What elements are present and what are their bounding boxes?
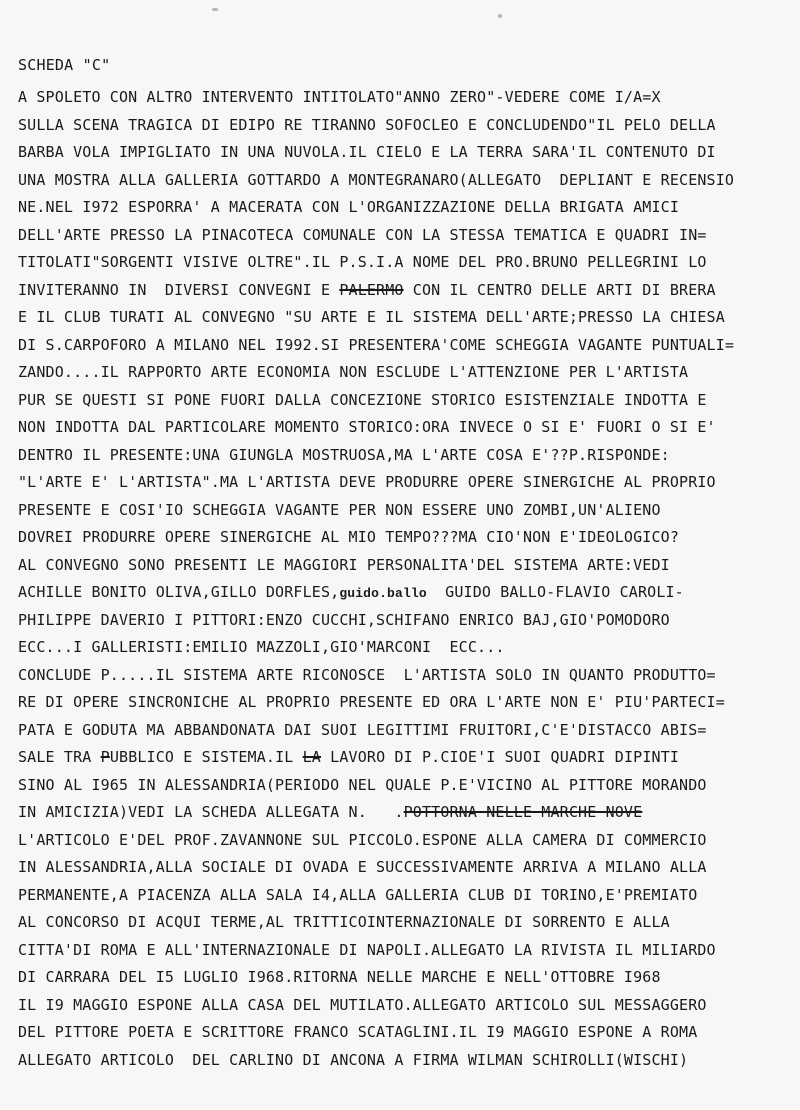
text-segment: SALE TRA — [18, 748, 101, 766]
struck-phrase: POTTORNA NELLE MARCHE NOVE — [403, 803, 643, 821]
text-line: ZANDO....IL RAPPORTO ARTE ECONOMIA NON ESCLUDE L'ATTENZIONE PER L'ARTISTA — [18, 363, 689, 381]
text-line: ALLEGATO ARTICOLO DEL CARLINO DI ANCONA A FIRMA WILMAN SCHIROLLI(WISCHI) — [18, 1050, 689, 1069]
typed-text-body — [18, 84, 734, 1074]
text-line: PUR SE QUESTI SI PONE FUORI DALLA CONCEZIONE STORICO ESISTENZIALE INDOTTA E — [18, 390, 707, 409]
text-line: NE.NEL I972 ESPORRA' A MACERATA CON L'ORGANIZZAZIONE DELLA BRIGATA AMICI — [18, 198, 680, 216]
struck-word: PALERMO — [339, 280, 404, 299]
text-line: NON INDOTTA DAL PARTICOLARE MOMENTO STORICO:ORA INVECE O SI E' FUORI O SI E' — [18, 418, 716, 436]
paper-speck — [212, 8, 218, 11]
text-line: DI S.CARPOFORO A MILANO NEL I992.SI PRESENTERA'COME SCHEGGIA VAGANTE PUNTUALI= — [18, 335, 735, 354]
overtyped-letter: P — [100, 748, 110, 766]
text-line: PHILIPPE DAVERIO I PITTORI:ENZO CUCCHI,SCHIFANO ENRICO BAJ,GIO'POMODORO — [18, 610, 670, 629]
text-line-mixed — [18, 744, 734, 772]
text-line: DEL PITTORE POETA E SCRITTORE FRANCO SCATAGLINI.IL I9 MAGGIO ESPONE A ROMA — [18, 1023, 698, 1041]
text-line: "L'ARTE E' L'ARTISTA".MA L'ARTISTA DEVE PRODURRE OPERE SINERGICHE AL PROPRIO — [18, 473, 716, 491]
text-segment: CON IL CENTRO DELLE ARTI DI BRERA — [403, 280, 716, 299]
text-line: SINO AL I965 IN ALESSANDRIA(PERIODO NEL QUALE P.E'VICINO AL PITTORE MORANDO — [18, 775, 707, 794]
text-line: A SPOLETO CON ALTRO INTERVENTO INTITOLATO"ANNO ZERO"-VEDERE COME I/A=X — [18, 88, 661, 106]
text-line: DELL'ARTE PRESSO LA PINACOTECA COMUNALE CON LA STESSA TEMATICA E QUADRI IN= — [18, 225, 707, 244]
text-line: DOVREI PRODURRE OPERE SINERGICHE AL MIO TEMPO???MA CIO'NON E'IDEOLOGICO? — [18, 528, 680, 546]
text-line: PRESENTE E COSI'IO SCHEGGIA VAGANTE PER NON ESSERE UNO ZOMBI,UN'ALIENO — [18, 500, 661, 519]
text-line: ECC...I GALLERISTI:EMILIO MAZZOLI,GIO'MARCONI ECC... — [18, 638, 505, 656]
text-line: E IL CLUB TURATI AL CONVEGNO "SU ARTE E IL SISTEMA DELL'ARTE;PRESSO LA CHIESA — [18, 308, 725, 326]
text-line: CITTA'DI ROMA E ALL'INTERNAZIONALE DI NAPOLI.ALLEGATO LA RIVISTA IL MILIARDO — [18, 940, 716, 959]
paper-speck — [498, 14, 502, 18]
text-line: DENTRO IL PRESENTE:UNA GIUNGLA MOSTRUOSA,MA L'ARTE COSA E'??P.RISPONDE: — [18, 445, 670, 464]
document-heading: SCHEDA "C" — [18, 56, 111, 74]
text-line: BARBA VOLA IMPIGLIATO IN UNA NUVOLA.IL CIELO E LA TERRA SARA'IL CONTENUTO DI — [18, 143, 716, 161]
text-segment: UBBLICO E SISTEMA.IL — [109, 748, 303, 766]
text-line: RE DI OPERE SINCRONICHE AL PROPRIO PRESENTE ED ORA L'ARTE NON E' PIU'PARTECI= — [18, 693, 725, 711]
text-segment: IN AMICIZIA)VEDI LA SCHEDA ALLEGATA N. . — [18, 803, 404, 821]
text-segment: LAVORO DI P.CIOE'I SUOI QUADRI DIPINTI — [321, 748, 680, 766]
text-line: PATA E GODUTA MA ABBANDONATA DAI SUOI LEGITTIMI FRUITORI,C'E'DISTACCO ABIS= — [18, 720, 707, 739]
text-segment: INVITERANNO IN DIVERSI CONVEGNI E — [18, 280, 340, 299]
text-segment: ACHILLE BONITO OLIVA,GILLO DORFLES, — [18, 583, 340, 601]
handwritten-insert: guido.ballo — [339, 586, 427, 601]
text-line-mixed — [18, 799, 734, 827]
text-line: AL CONCORSO DI ACQUI TERME,AL TRITTICOINTERNAZIONALE DI SORRENTO E ALLA — [18, 913, 670, 931]
text-line: L'ARTICOLO E'DEL PROF.ZAVANNONE SUL PICCOLO.ESPONE ALLA CAMERA DI COMMERCIO — [18, 830, 707, 849]
text-segment: GUIDO BALLO-FLAVIO CAROLI- — [426, 583, 684, 601]
text-line-mixed — [18, 579, 734, 607]
text-line-mixed — [18, 277, 734, 305]
text-line: TITOLATI"SORGENTI VISIVE OLTRE".IL P.S.I.A NOME DEL PRO.BRUNO PELLEGRINI LO — [18, 253, 707, 271]
text-line: PERMANENTE,A PIACENZA ALLA SALA I4,ALLA GALLERIA CLUB DI TORINO,E'PREMIATO — [18, 885, 698, 904]
text-line: IN ALESSANDRIA,ALLA SOCIALE DI OVADA E SUCCESSIVAMENTE ARRIVA A MILANO ALLA — [18, 858, 707, 876]
text-line: AL CONVEGNO SONO PRESENTI LE MAGGIORI PERSONALITA'DEL SISTEMA ARTE:VEDI — [18, 555, 670, 574]
text-line: DI CARRARA DEL I5 LUGLIO I968.RITORNA NELLE MARCHE E NELL'OTTOBRE I968 — [18, 968, 661, 986]
struck-word: LA — [302, 748, 321, 766]
text-line: UNA MOSTRA ALLA GALLERIA GOTTARDO A MONTEGRANARO(ALLEGATO DEPLIANT E RECENSIO — [18, 170, 735, 189]
text-line: CONCLUDE P.....IL SISTEMA ARTE RICONOSCE L'ARTISTA SOLO IN QUANTO PRODUTTO= — [18, 665, 716, 684]
text-line: IL I9 MAGGIO ESPONE ALLA CASA DEL MUTILATO.ALLEGATO ARTICOLO SUL MESSAGGERO — [18, 995, 707, 1014]
text-line: SULLA SCENA TRAGICA DI EDIPO RE TIRANNO SOFOCLEO E CONCLUDENDO"IL PELO DELLA — [18, 115, 716, 134]
